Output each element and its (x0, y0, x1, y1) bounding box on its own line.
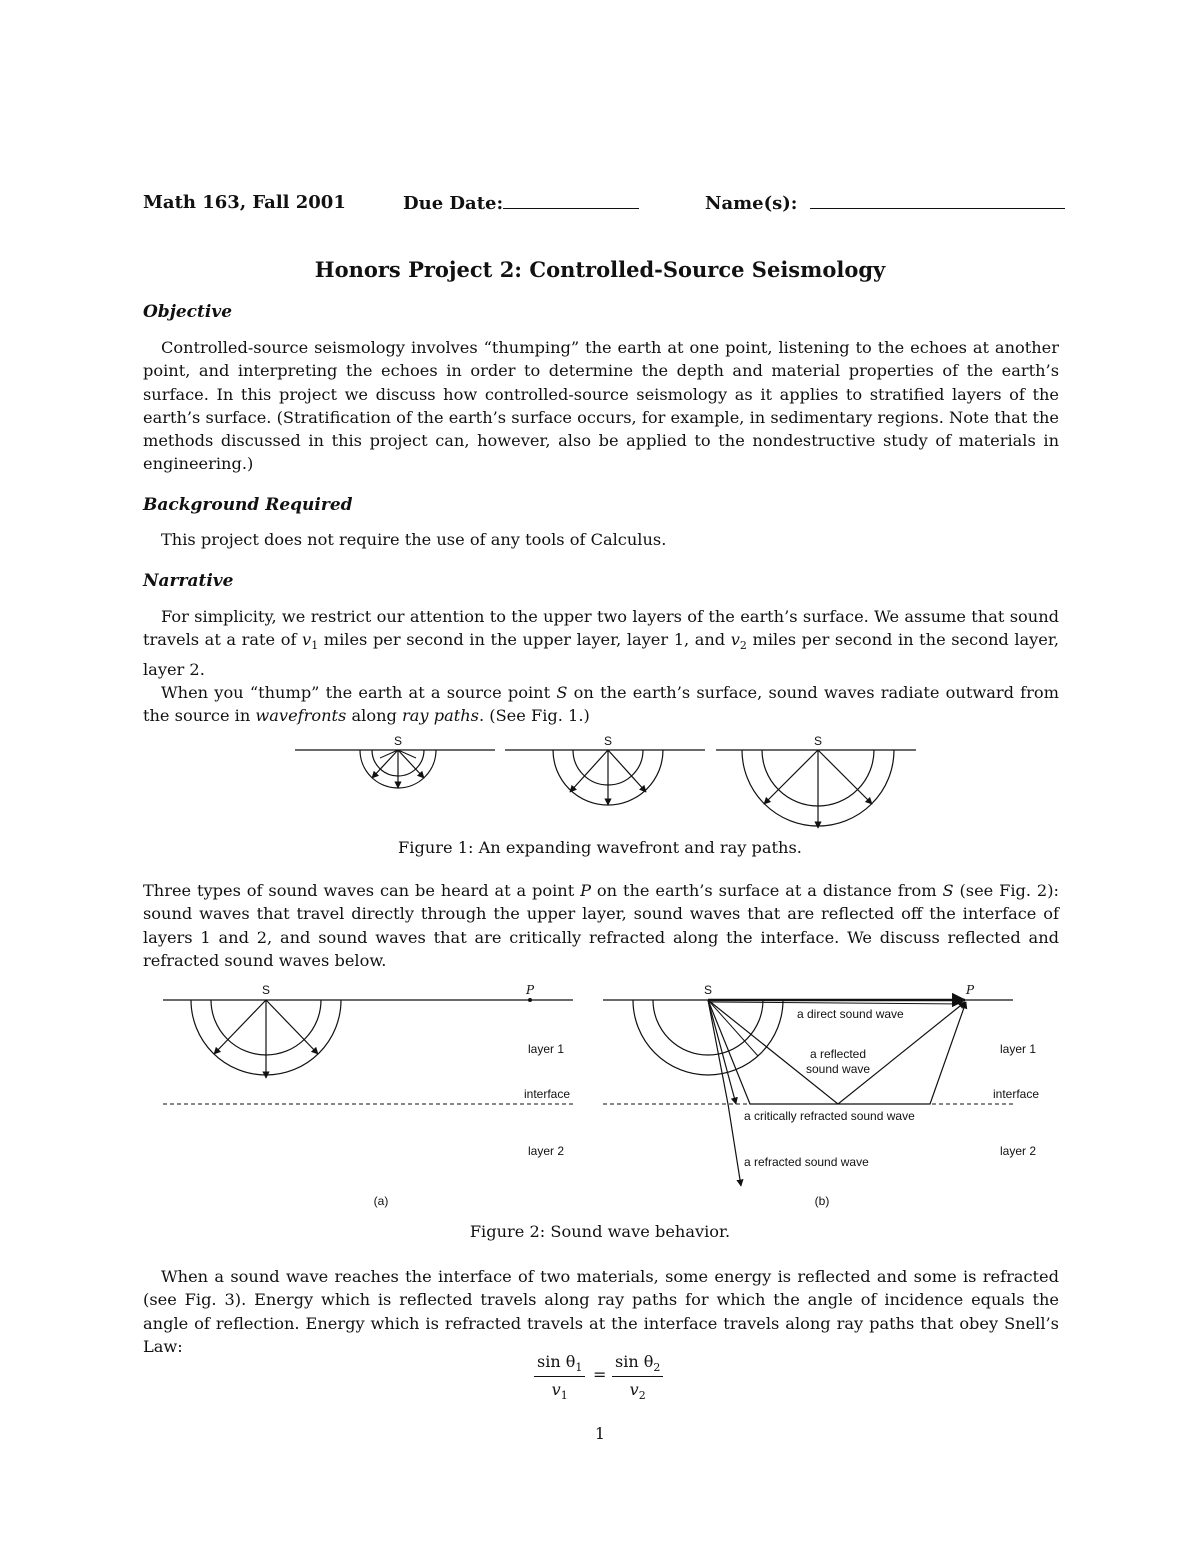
sound-types-text: Three types of sound waves can be heard at a point P on the earth’s surface at a distance from S (see Fig. 2): sound waves that travel directly through the upper layer, sound waves that are reflected off the interface of layers 1 and 2, and sound waves that are critically refracted along the interface. We discuss reflected and refracted sound waves below. (143, 881, 1059, 970)
narrative-p1: For simplicity, we restrict our attention to the upper two layers of the earth’s surface. We assume that sound travels at a rate of $v_1$ miles per second in the upper layer, layer 1, and $v_2$ miles per second in the second layer, layer 2. (143, 607, 1059, 679)
background-paragraph (143, 528, 1059, 551)
snell-paragraph (143, 1265, 1059, 1358)
source-label: S (603, 734, 613, 748)
due-date-field (403, 192, 639, 214)
figure-2-caption: Figure 2: Sound wave behavior. (469, 1222, 731, 1241)
interface-label: interface (524, 1087, 571, 1101)
point-label: P (965, 983, 975, 997)
background-heading: Background Required (143, 495, 353, 515)
narrative-paragraph (143, 605, 1059, 728)
layer1-label: layer 1 (1000, 1042, 1037, 1056)
layer2-label: layer 2 (1000, 1144, 1037, 1158)
due-date-blank[interactable] (503, 192, 639, 209)
source-label: S (393, 734, 403, 748)
refracted-wave-label: a refracted sound wave (744, 1155, 869, 1169)
figure-2 (0, 980, 1200, 1210)
objective-heading: Objective (143, 302, 233, 322)
figure-1-caption: Figure 1: An expanding wavefront and ray paths. (398, 838, 802, 857)
names-label: Name(s): (705, 193, 798, 214)
figure-1-panel-3 (716, 734, 916, 828)
narrative-heading: Narrative (143, 571, 234, 591)
sub-label-a: (a) (373, 1194, 389, 1208)
layer2-label: layer 2 (528, 1144, 565, 1158)
fraction-right: $\frac{\sin \theta_2}{v_2}$ (612, 1352, 663, 1402)
source-label: S (813, 734, 823, 748)
background-text: This project does not require the use of any tools of Calculus. (161, 530, 667, 549)
figure-2-panel-b (603, 983, 1039, 1208)
source-label: S (261, 983, 271, 997)
fraction-left: $\frac{\sin \theta_1}{v_1}$ (534, 1352, 585, 1402)
course-label: Math 163, Fall 2001 (143, 192, 346, 213)
narrative-p2: When you “thump” the earth at a source point S on the earth’s surface, sound waves radiate outward from the source in wavefronts along ray paths. (See Fig. 1.) (143, 683, 1059, 726)
interface-label: interface (993, 1087, 1040, 1101)
critical-wave-label: a critically refracted sound wave (744, 1109, 915, 1123)
names-field (705, 192, 1065, 214)
names-blank[interactable] (810, 192, 1065, 209)
figure-1-panel-1 (295, 734, 495, 788)
equals-sign: = (593, 1365, 607, 1384)
figure-1-panel-2 (505, 734, 705, 805)
due-date-label: Due Date: (403, 193, 504, 214)
reflected-wave-label-1: a reflected (810, 1047, 867, 1061)
direct-wave-label: a direct sound wave (797, 1007, 904, 1021)
sound-types-paragraph (143, 879, 1059, 972)
page-number: 1 (594, 1424, 606, 1443)
objective-text: Controlled-source seismology involves “thumping” the earth at one point, listening to the echoes at another point, and interpreting the echoes in order to determine the depth and material properties of the earth’s surface. In this project we discuss how controlled-source seismology as it applies to stratified layers of the earth’s surface. (Stratification of the earth’s surface occurs, for example, in sedimentary regions. Note that the methods discussed in this project can, however, also be applied to the nondestructive study of materials in engineering.) (143, 338, 1059, 474)
sub-label-b: (b) (814, 1194, 830, 1208)
figure-1 (0, 730, 1200, 840)
layer1-label: layer 1 (528, 1042, 565, 1056)
source-label: S (703, 983, 713, 997)
point-label: P (525, 983, 535, 997)
snell-text: When a sound wave reaches the interface of two materials, some energy is reflected and some is refracted (see Fig. 3). Energy which is reflected travels along ray paths for which the angle of incidence equals the angle of reflection. Energy which is refracted travels at the interface travels along ray paths that obey Snell’s Law: (143, 1267, 1059, 1356)
figure-2-panel-a (163, 983, 573, 1208)
page-title: Honors Project 2: Controlled-Source Seismology (314, 257, 886, 282)
reflected-wave-label-2: sound wave (806, 1062, 871, 1076)
objective-paragraph (143, 336, 1059, 476)
